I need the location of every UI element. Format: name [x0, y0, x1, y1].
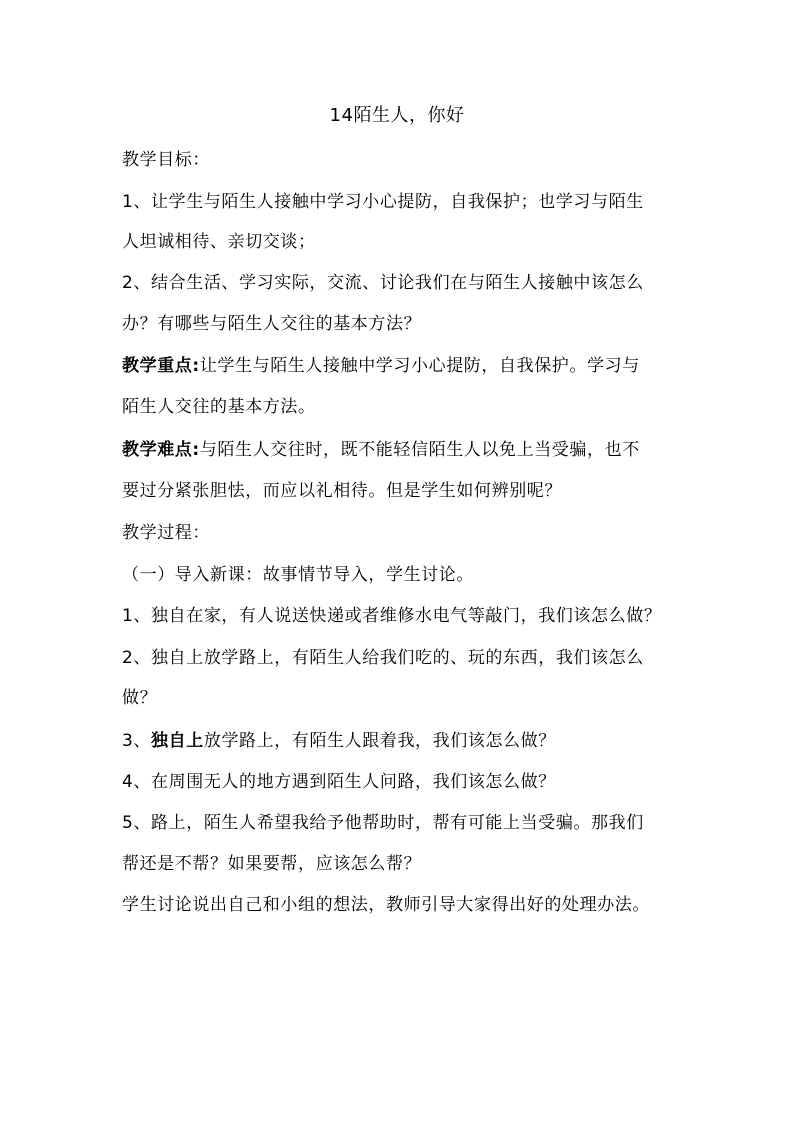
text-line: [122, 230, 682, 254]
line-text: 学生讨论说出自己和小组的想法，教师引导大家得出好的处理办法。: [122, 895, 650, 915]
text-line: [122, 729, 682, 753]
line-text: 2、结合生活、学习实际，交流、讨论我们在与陌生人接触中该怎么: [122, 273, 644, 293]
line-text: 放学路上，有陌生人跟着我，我们该怎么做？: [203, 731, 556, 751]
text-line: [122, 770, 682, 794]
text-line: [122, 521, 682, 545]
text-line: [122, 563, 682, 587]
line-text: 要过分紧张胆怯，而应以礼相待。但是学生如何辨别呢？: [122, 481, 562, 501]
line-prefix: 3、: [122, 731, 152, 751]
line-text: 让学生与陌生人接触中学习小心提防，自我保护。学习与: [199, 356, 640, 376]
line-text: 4、在周围无人的地方遇到陌生人问路，我们该怎么做？: [122, 772, 556, 792]
line-text: 陌生人交往的基本方法。: [122, 397, 316, 417]
text-line: [122, 148, 682, 172]
line-text: 1、独自在家，有人说送快递或者维修水电气等敲门，我们该怎么做？: [122, 606, 662, 626]
text-line: [122, 811, 682, 835]
key-points-label: 教学重点:: [122, 356, 200, 376]
line-text: 1、让学生与陌生人接触中学习小心提防，自我保护；也学习与陌生: [122, 192, 644, 212]
line-text: 做？: [122, 688, 158, 708]
line-text: 教学过程：: [122, 523, 210, 543]
text-line: [122, 852, 682, 876]
text-line: [122, 686, 682, 710]
line-text: 办？有哪些与陌生人交往的基本方法？: [122, 314, 422, 334]
key-points-line: [122, 354, 682, 378]
line-text: （一）导入新课：故事情节导入，学生讨论。: [122, 565, 474, 585]
text-line: [122, 646, 682, 670]
bold-phrase: 独自上: [151, 731, 204, 751]
text-line: [122, 312, 682, 336]
text-line: [122, 893, 692, 917]
text-line: [122, 395, 682, 419]
text-line: [122, 190, 682, 214]
text-line: [122, 271, 682, 295]
document-title: 14陌生人，你好: [329, 105, 465, 126]
line-text: 2、独自上放学路上，有陌生人给我们吃的、玩的东西，我们该怎么: [122, 648, 644, 668]
line-text: 人坦诚相待、亲切交谈；: [122, 232, 316, 252]
line-text: 教学目标：: [122, 150, 210, 170]
line-text: 帮还是不帮？如果要帮，应该怎么帮？: [122, 854, 422, 874]
text-line: [122, 604, 682, 628]
difficulty-label: 教学难点:: [122, 440, 200, 460]
line-text: 5、路上，陌生人希望我给予他帮助时，帮有可能上当受骗。那我们: [122, 813, 644, 833]
text-line: [122, 479, 682, 503]
line-text: 与陌生人交往时，既不能轻信陌生人以免上当受骗，也不: [199, 440, 640, 460]
difficulty-line: [122, 438, 682, 462]
